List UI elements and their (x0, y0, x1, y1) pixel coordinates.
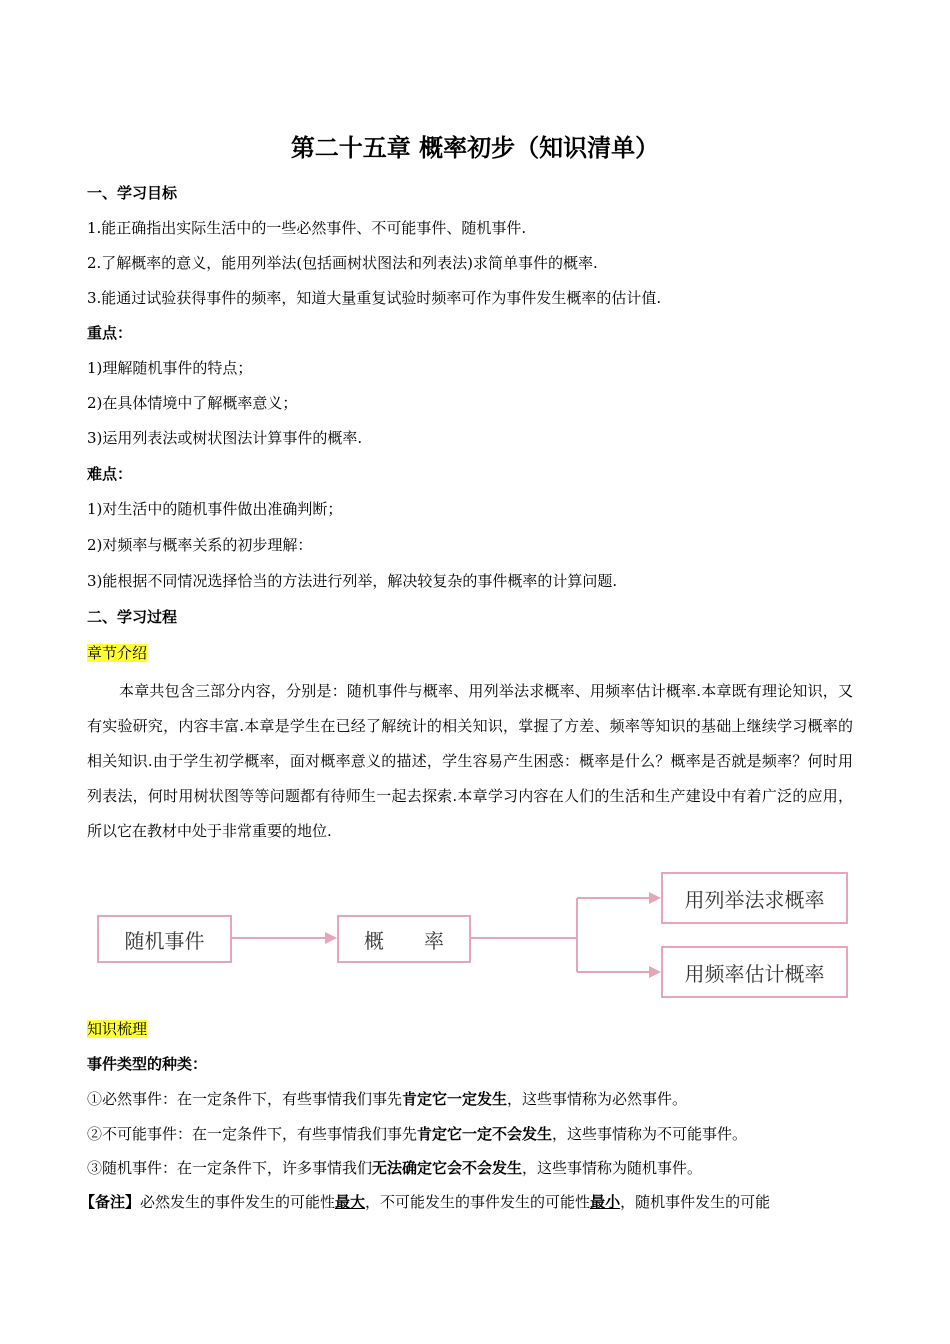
goal-item: 1.能正确指出实际生活中的一些必然事件、不可能事件、随机事件. (87, 219, 527, 237)
key-point-item: 2)在具体情境中了解概率意义； (87, 394, 298, 412)
underlined-text: 最小 (590, 1193, 621, 1211)
chapter-intro-paragraph: 本章共包含三部分内容，分别是：随机事件与概率、用列举法求概率、用频率估计概率.本章既有理论知识，又有实验研究，内容丰富.本章是学生在已经了解统计的相关知识，掌握了方差、频率等知识的基础上继续学习概率的相关知识.由于学生初学概率，面对概率意义的描述，学生容易产生困惑：概率是什么？概率是否就是频率？何时用列表法，何时用树状图等等问题都有待师生一起去探索.本章学习内容在人们的生活和生产建设中有着广泛的应用，所以它在教材中处于非常重要的地位. (87, 682, 853, 840)
text-segment: 必然发生的事件发生的可能性 (140, 1193, 336, 1211)
event-types-heading: 事件类型的种类： (87, 1055, 208, 1073)
box-probability: 概 率 (337, 915, 471, 963)
goal-item: 3.能通过试验获得事件的频率，知道大量重复试验时频率可作为事件发生概率的估计值. (87, 289, 662, 307)
text-segment: ①必然事件：在一定条件下，有些事情我们事先 (87, 1090, 403, 1108)
difficulty-item: 2)对频率与概率关系的初步理解： (87, 536, 313, 554)
key-points-heading: 重点： (87, 324, 133, 342)
event-type-certain (87, 1088, 687, 1110)
section-heading-process: 二、学习过程 (87, 608, 178, 626)
chapter-intro-label: 章节介绍 (87, 644, 148, 662)
text-segment: ，不可能发生的事件发生的可能性 (365, 1193, 591, 1211)
section-heading-goals: 一、学习目标 (87, 184, 178, 202)
goal-item: 2.了解概率的意义，能用列举法(包括画树状图法和列表法)求简单事件的概率. (87, 254, 598, 272)
key-point-item: 1)理解随机事件的特点； (87, 359, 253, 377)
note-label: 【备注】 (80, 1193, 141, 1211)
event-type-random (87, 1157, 702, 1179)
difficulty-item: 1)对生活中的随机事件做出准确判断； (87, 500, 343, 518)
text-segment: ，这些事情称为随机事件。 (522, 1159, 703, 1177)
concept-flow-diagram (87, 862, 862, 1012)
emphasis-text: 肯定它一定不会发生 (417, 1125, 553, 1143)
emphasis-text: 肯定它一定发生 (402, 1090, 508, 1108)
note-line (80, 1191, 770, 1213)
text-segment: ，这些事情称为不可能事件。 (552, 1125, 748, 1143)
box-frequency-estimate: 用频率估计概率 (661, 946, 848, 998)
box-random-event: 随机事件 (97, 915, 232, 963)
text-segment: ③随机事件：在一定条件下，许多事情我们 (87, 1159, 373, 1177)
key-point-item: 3)运用列表法或树状图法计算事件的概率. (87, 429, 363, 447)
text-segment: ，随机事件发生的可能 (620, 1193, 771, 1211)
underlined-text: 最大 (335, 1193, 366, 1211)
difficulty-item: 3)能根据不同情况选择恰当的方法进行列举，解决较复杂的事件概率的计算问题. (87, 572, 618, 590)
difficulty-heading: 难点： (87, 465, 133, 483)
box-enumeration-method: 用列举法求概率 (661, 872, 848, 924)
knowledge-summary-label: 知识梳理 (87, 1020, 148, 1038)
text-segment: ②不可能事件：在一定条件下，有些事情我们事先 (87, 1125, 418, 1143)
emphasis-text: 无法确定它会不会发生 (372, 1159, 523, 1177)
page-title: 第二十五章 概率初步（知识清单） (290, 134, 660, 162)
event-type-impossible (87, 1123, 747, 1145)
text-segment: ，这些事情称为必然事件。 (507, 1090, 688, 1108)
